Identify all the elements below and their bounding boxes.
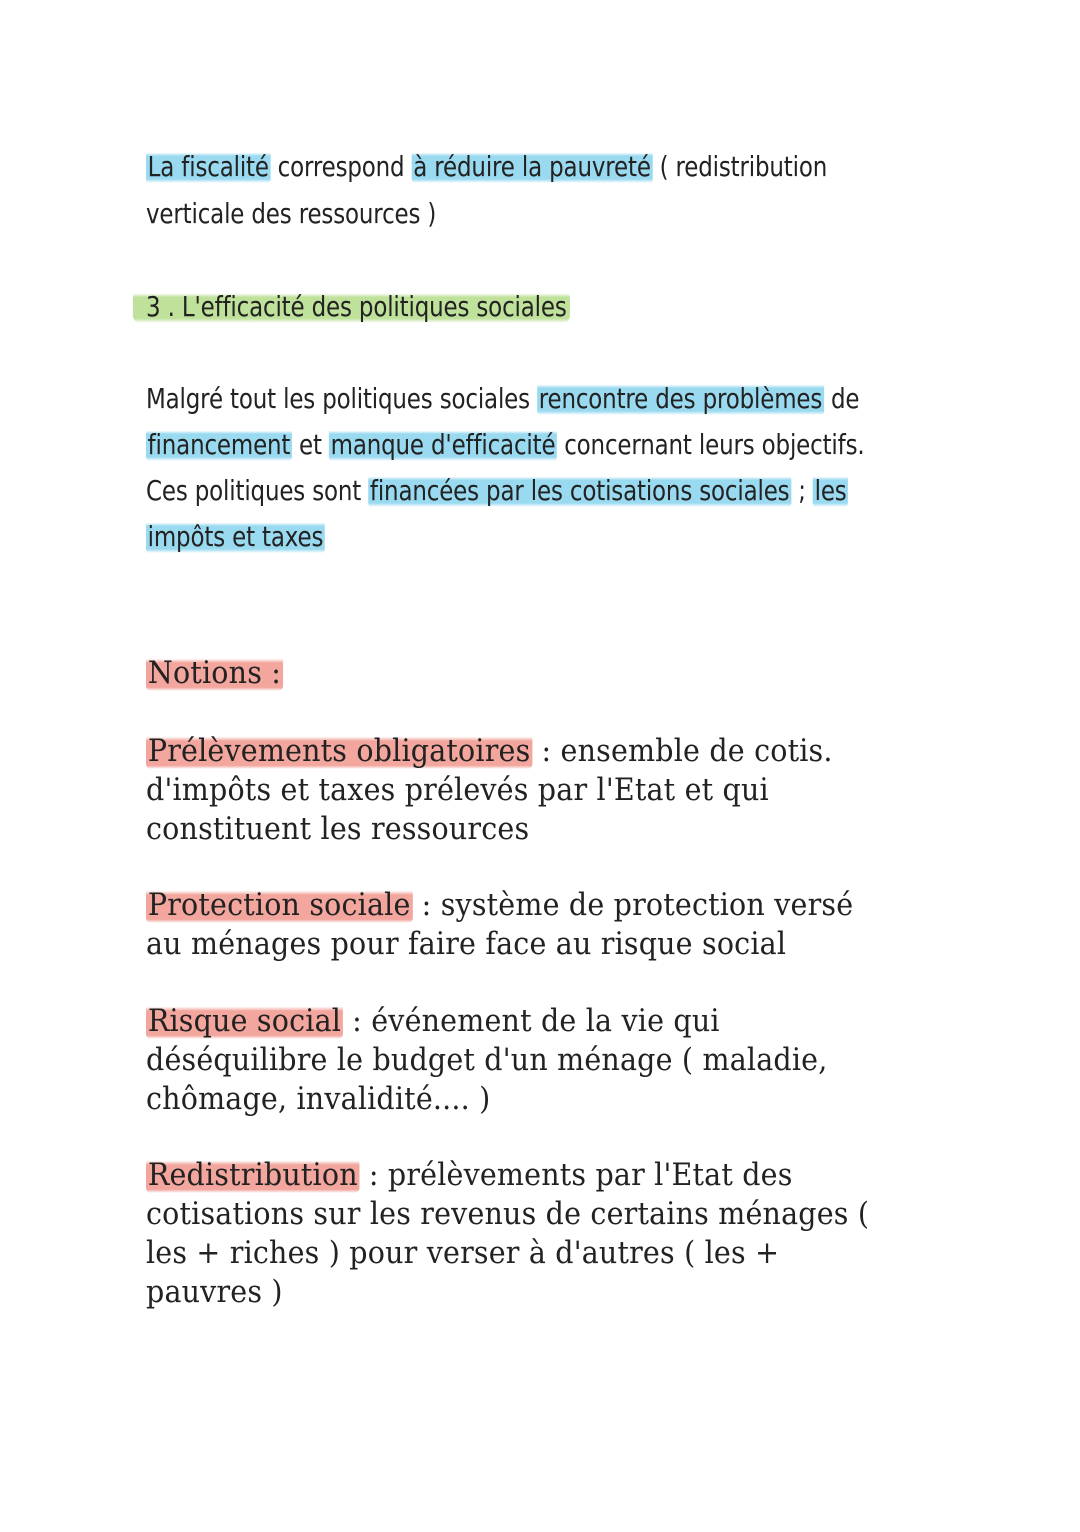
notion-1-line-1: Prélèvements obligatoires : ensemble de cotis. bbox=[147, 733, 833, 769]
highlight-problemes: rencontre des problèmes bbox=[538, 382, 823, 415]
highlight-manque-efficacite: manque d'efficacité bbox=[330, 428, 556, 461]
notion-4-line-2: cotisations sur les revenus de certains ménages ( bbox=[146, 1196, 870, 1232]
paragraph-line-3: Ces politiques sont financées par les cotisations sociales ; les bbox=[146, 474, 847, 507]
notion-4-line-4: pauvres ) bbox=[146, 1274, 283, 1310]
highlight-impots-taxes: impôts et taxes bbox=[147, 520, 324, 553]
notion-3-line-1: Risque social : événement de la vie qui bbox=[147, 1003, 720, 1039]
notion-3-line-3: chômage, invalidité.... ) bbox=[146, 1081, 491, 1117]
notion-2-line-2: au ménages pour faire face au risque social bbox=[146, 926, 787, 962]
notion-1-line-2: d'impôts et taxes prélevés par l'Etat et qui bbox=[146, 772, 769, 808]
highlight-financement: financement bbox=[147, 428, 291, 461]
intro-line-1: La fiscalité correspond à réduire la pauvreté ( redistribution bbox=[147, 150, 828, 183]
notion-2-line-1: Protection sociale : système de protection versé bbox=[147, 887, 854, 923]
notion-3-line-2: déséquilibre le budget d'un ménage ( maladie, bbox=[146, 1042, 828, 1078]
intro-line-2: verticale des ressources ) bbox=[146, 197, 437, 230]
highlight-reduire-pauvrete: à réduire la pauvreté bbox=[413, 150, 651, 183]
paragraph-line-1: Malgré tout les politiques sociales rencontre des problèmes de bbox=[146, 382, 860, 415]
notion-term: Prélèvements obligatoires bbox=[147, 733, 531, 769]
highlight-fiscalite: La fiscalité bbox=[147, 150, 269, 183]
notion-term: Risque social bbox=[147, 1003, 342, 1039]
highlight-les: les bbox=[814, 474, 847, 507]
notions-title-highlight: Notions : bbox=[147, 655, 282, 691]
notions-title bbox=[146, 655, 283, 691]
notion-4-line-1: Redistribution : prélèvements par l'Etat des bbox=[147, 1157, 793, 1193]
notion-4-line-3: les + riches ) pour verser à d'autres ( les + bbox=[146, 1235, 780, 1271]
paragraph-line-4 bbox=[146, 520, 325, 553]
notion-term: Protection sociale bbox=[147, 887, 411, 923]
section-heading bbox=[146, 290, 570, 323]
heading-highlight: 3 . L'efficacité des politiques sociales bbox=[133, 290, 570, 323]
paragraph-line-2: financement et manque d'efficacité concernant leurs objectifs. bbox=[147, 428, 865, 461]
highlight-cotisations: financées par les cotisations sociales bbox=[369, 474, 790, 507]
notion-term: Redistribution bbox=[147, 1157, 358, 1193]
notion-1-line-3: constituent les ressources bbox=[146, 811, 530, 847]
